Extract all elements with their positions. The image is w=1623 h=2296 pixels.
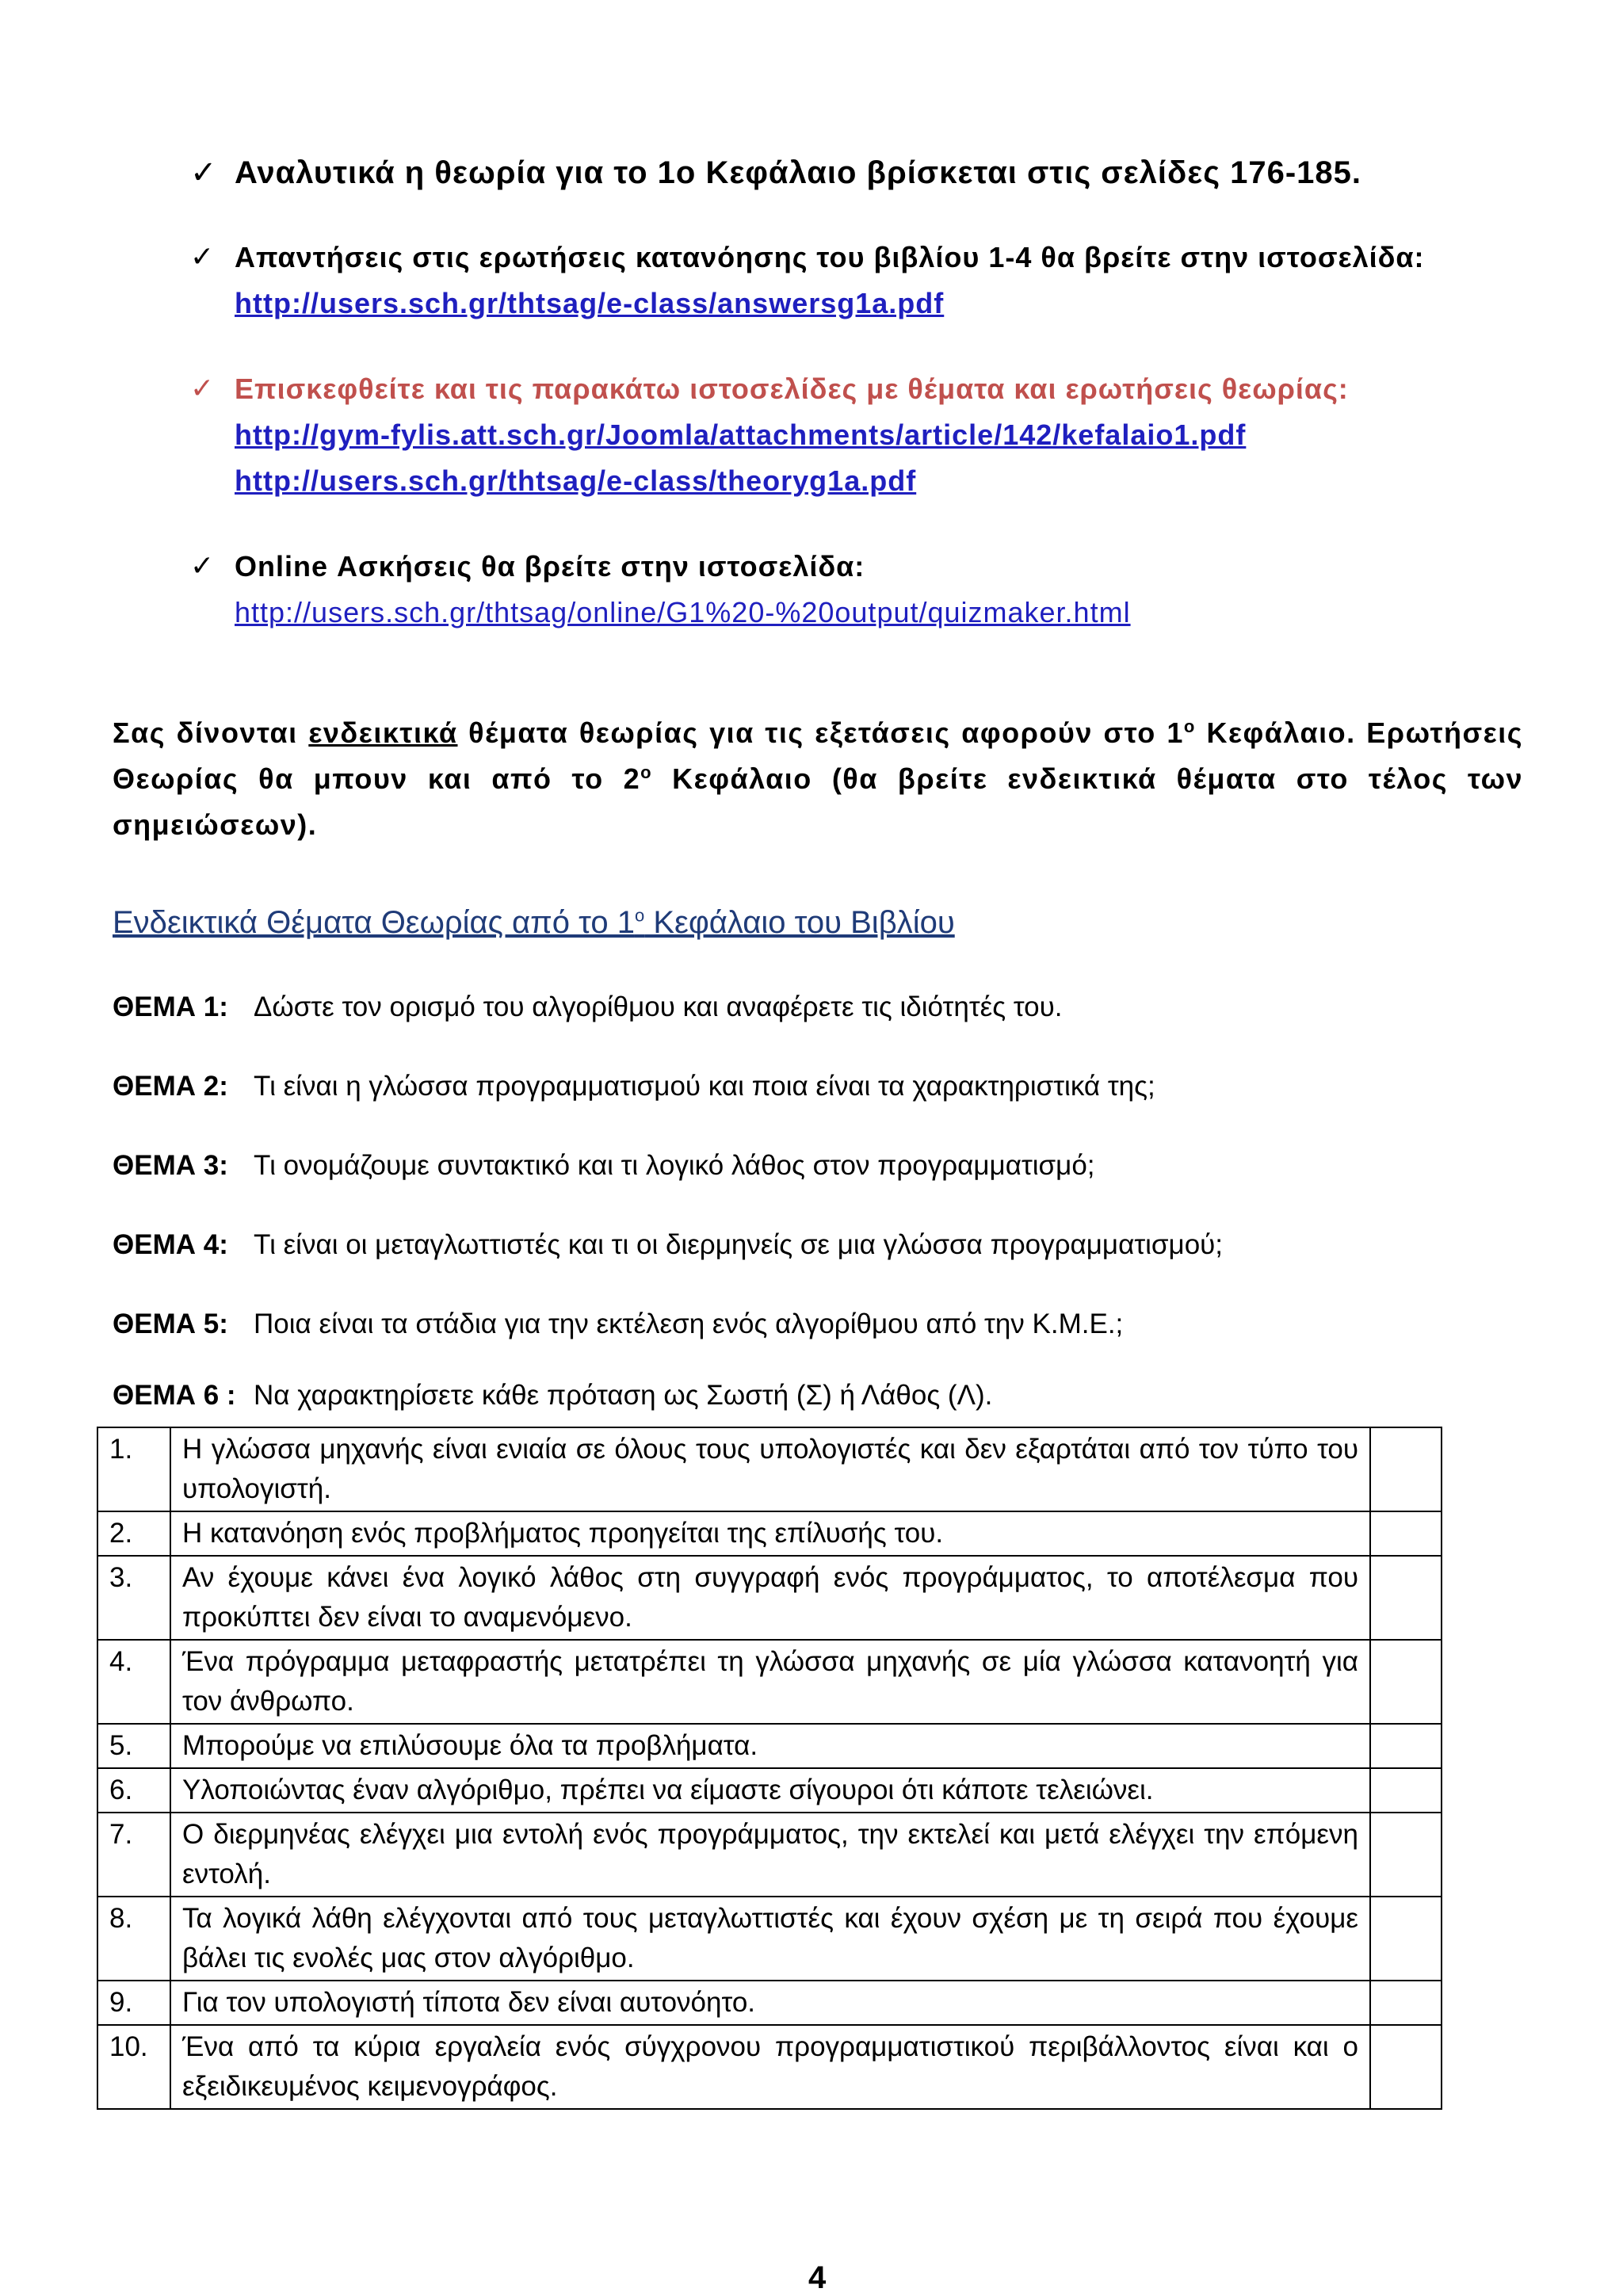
bullet-answers [190, 235, 1537, 327]
row-number: 1. [97, 1427, 170, 1511]
row-number: 5. [97, 1724, 170, 1768]
answer-cell[interactable] [1370, 1813, 1442, 1897]
kefalaio1-link[interactable]: http://gym-fylis.att.sch.gr/Joomla/attachments/article/142/kefalaio1.pdf [235, 418, 1247, 451]
topic-item [113, 1225, 1523, 1265]
answer-cell[interactable] [1370, 2025, 1442, 2109]
statement-cell: Μπορούμε να επιλύσουμε όλα τα προβλήματα. [170, 1724, 1370, 1768]
topic-label: ΘΕΜΑ 4: [113, 1229, 228, 1260]
bullet-text: Επισκεφθείτε και τις παρακάτω ιστοσελίδες με θέματα και ερωτήσεις θεωρίας: [235, 372, 1349, 405]
table-row [97, 2025, 1442, 2109]
table-row [97, 1724, 1442, 1768]
statement-cell: Η γλώσσα μηχανής είναι ενιαία σε όλους τους υπολογιστές και δεν εξαρτάται από τον τύπο του υπολογιστή. [170, 1427, 1370, 1511]
answer-cell[interactable] [1370, 1427, 1442, 1511]
topic-item [113, 1146, 1523, 1186]
checkmark-icon: ✓ [190, 241, 216, 273]
topic-label: ΘΕΜΑ 5: [113, 1308, 228, 1339]
section-heading [113, 900, 955, 945]
answer-cell[interactable] [1370, 1897, 1442, 1981]
topic-label: ΘΕΜΑ 3: [113, 1150, 228, 1181]
answer-cell[interactable] [1370, 1556, 1442, 1640]
answer-cell[interactable] [1370, 1511, 1442, 1556]
table-row [97, 1640, 1442, 1724]
row-number: 2. [97, 1511, 170, 1556]
heading-text: Κεφάλαιο του Βιβλίου [644, 905, 955, 940]
answer-cell[interactable] [1370, 1981, 1442, 2025]
intro-text: Κεφάλαιο. Ερωτήσεις Θεωρίας θα μπουν και από το 2 [113, 716, 1523, 795]
table-row [97, 1813, 1442, 1897]
table-row [97, 1427, 1442, 1511]
topic-label: ΘΕΜΑ 1: [113, 991, 228, 1022]
table-row [97, 1511, 1442, 1556]
intro-emphasis: ενδεικτικά [308, 716, 458, 749]
resource-list [190, 151, 1537, 675]
ordinal-superscript: ο [634, 905, 645, 926]
topic-text: Να χαρακτηρίσετε κάθε πρόταση ως Σωστή (Σ) ή Λάθος (Λ). [254, 1380, 993, 1411]
theory-topics [113, 988, 1523, 1455]
ordinal-superscript: ο [1183, 716, 1196, 736]
row-number: 8. [97, 1897, 170, 1981]
row-number: 4. [97, 1640, 170, 1724]
statement-cell: Η κατανόηση ενός προβλήματος προηγείται της επίλυσής του. [170, 1511, 1370, 1556]
quizmaker-link[interactable]: http://users.sch.gr/thtsag/online/G1%20-%20output/quizmaker.html [235, 596, 1131, 628]
heading-text: Ενδεικτικά Θέματα Θεωρίας από το 1 [113, 905, 635, 940]
row-number: 7. [97, 1813, 170, 1897]
answer-cell[interactable] [1370, 1640, 1442, 1724]
table-row [97, 1981, 1442, 2025]
intro-paragraph [113, 710, 1523, 848]
checkmark-icon: ✓ [190, 155, 218, 191]
answers-link[interactable]: http://users.sch.gr/thtsag/e-class/answersg1a.pdf [235, 287, 945, 319]
topic-text: Δώστε τον ορισμό του αλγορίθμου και αναφέρετε τις ιδιότητές του. [254, 991, 1063, 1022]
row-number: 10. [97, 2025, 170, 2109]
page-number: 4 [808, 2260, 827, 2295]
row-number: 3. [97, 1556, 170, 1640]
bullet-text: Αναλυτικά η θεωρία για το 1ο Κεφάλαιο βρίσκεται στις σελίδες 176-185. [235, 155, 1362, 190]
topic-text: Ποια είναι τα στάδια για την εκτέλεση ενός αλγορίθμου από την Κ.Μ.Ε.; [254, 1308, 1124, 1339]
statement-cell: Ένα από τα κύρια εργαλεία ενός σύγχρονου προγραμματιστικού περιβάλλοντος είναι και ο εξειδικευμένος κειμενογράφος. [170, 2025, 1370, 2109]
intro-text: Κεφάλαιο (θα βρείτε ενδεικτικά θέματα στο τέλος των σημειώσεων). [113, 762, 1524, 841]
statement-cell: Τα λογικά λάθη ελέγχονται από τους μεταγλωττιστές και έχουν σχέση με τη σειρά που έχουμε βάλει τις ενολές μας στον αλγόριθμο. [170, 1897, 1370, 1981]
topic-text: Τι ονομάζουμε συντακτικό και τι λογικό λάθος στον προγραμματισμό; [254, 1150, 1095, 1181]
statement-cell: Ένα πρόγραμμα μεταφραστής μετατρέπει τη γλώσσα μηχανής σε μία γλώσσα κατανοητή για τον άνθρωπο. [170, 1640, 1370, 1724]
statement-cell: Για τον υπολογιστή τίποτα δεν είναι αυτονόητο. [170, 1981, 1370, 2025]
checkmark-icon: ✓ [190, 550, 216, 583]
topic-item [113, 988, 1523, 1027]
table-row [97, 1556, 1442, 1640]
row-number: 9. [97, 1981, 170, 2025]
true-false-table [97, 1427, 1442, 2110]
theory-link[interactable]: http://users.sch.gr/thtsag/e-class/theoryg1a.pdf [235, 464, 917, 497]
intro-text: Σας δίνονται [113, 716, 309, 749]
topic-text: Τι είναι οι μεταγλωττιστές και τι οι διερμηνείς σε μια γλώσσα προγραμματισμού; [254, 1229, 1224, 1260]
checkmark-icon: ✓ [190, 372, 216, 405]
answer-cell[interactable] [1370, 1768, 1442, 1813]
topic-label: ΘΕΜΑ 2: [113, 1071, 228, 1102]
statement-cell: Υλοποιώντας έναν αλγόριθμο, πρέπει να είμαστε σίγουροι ότι κάποτε τελειώνει. [170, 1768, 1370, 1813]
bullet-text: Απαντήσεις στις ερωτήσεις κατανόησης του βιβλίου 1-4 θα βρείτε στην ιστοσελίδα: [235, 241, 1425, 273]
bullet-text: Online Ασκήσεις θα βρείτε στην ιστοσελίδα: [235, 550, 865, 583]
table-row [97, 1768, 1442, 1813]
statement-cell: Αν έχουμε κάνει ένα λογικό λάθος στη συγγραφή ενός προγράμματος, το αποτέλεσμα που προκύπτει δεν είναι το αναμενόμενο. [170, 1556, 1370, 1640]
bullet-online-exercises [190, 544, 1537, 636]
topic-item [113, 1376, 1523, 1415]
topic-item [113, 1067, 1523, 1106]
topic-item [113, 1305, 1523, 1344]
ordinal-superscript: ο [640, 762, 653, 782]
row-number: 6. [97, 1768, 170, 1813]
topic-text: Τι είναι η γλώσσα προγραμματισμού και ποια είναι τα χαρακτηριστικά της; [254, 1071, 1155, 1102]
bullet-theory-pages [190, 151, 1537, 195]
table-row [97, 1897, 1442, 1981]
intro-text: θέματα θεωρίας για τις εξετάσεις αφορούν στο 1 [457, 716, 1184, 749]
statement-cell: Ο διερμηνέας ελέγχει μια εντολή ενός προγράμματος, την εκτελεί και μετά ελέγχει την επόμενη εντολή. [170, 1813, 1370, 1897]
topic-label: ΘΕΜΑ 6 : [113, 1380, 236, 1411]
answer-cell[interactable] [1370, 1724, 1442, 1768]
bullet-theory-sites [190, 366, 1537, 504]
